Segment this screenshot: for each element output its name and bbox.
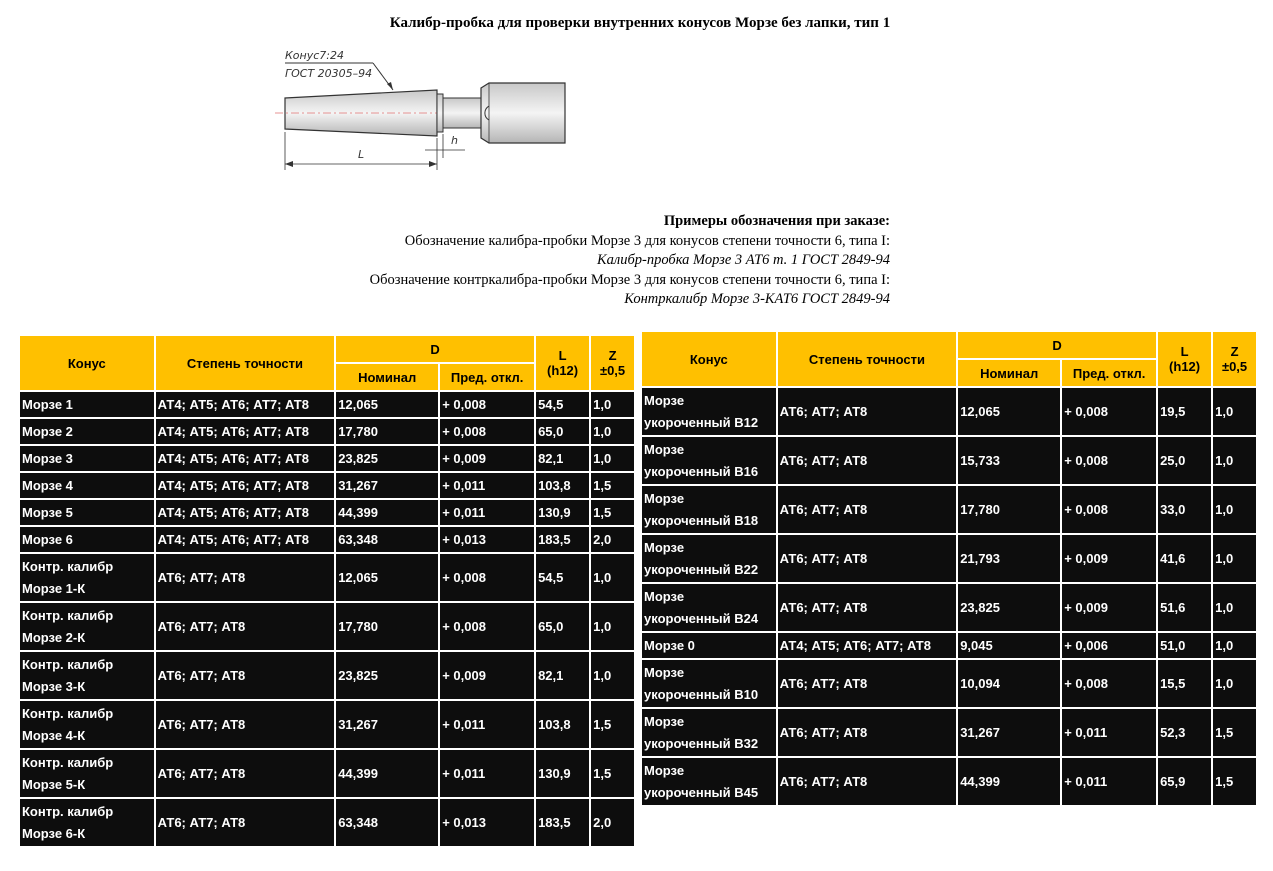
cell-nominal: 23,825 [336, 446, 438, 471]
cell-cone: Контр. калибр Морзе 6-К [20, 799, 154, 846]
cell-length: 183,5 [536, 799, 589, 846]
cell-cone: Контр. калибр Морзе 5-К [20, 750, 154, 797]
cell-z: 1,5 [591, 473, 634, 498]
cell-tolerance: + 0,011 [1062, 709, 1156, 756]
header-nominal: Номинал [336, 364, 438, 390]
cell-accuracy: АТ4; АТ5; АТ6; АТ7; АТ8 [156, 419, 335, 444]
cell-nominal: 31,267 [336, 701, 438, 748]
cell-z: 1,0 [1213, 486, 1256, 533]
cell-nominal: 17,780 [336, 603, 438, 650]
table-row [642, 388, 1256, 435]
table-row [642, 660, 1256, 707]
cell-cone: Контр. калибр Морзе 2-К [20, 603, 154, 650]
cell-z: 1,0 [591, 446, 634, 471]
cell-accuracy: АТ6; АТ7; АТ8 [156, 750, 335, 797]
cell-length: 33,0 [1158, 486, 1211, 533]
cell-cone: Контр. калибр Морзе 4-К [20, 701, 154, 748]
table-row [642, 535, 1256, 582]
header-cone: Конус [642, 332, 776, 386]
cell-z: 1,0 [591, 652, 634, 699]
cell-nominal: 23,825 [958, 584, 1060, 631]
cell-nominal: 44,399 [336, 500, 438, 525]
cell-nominal: 63,348 [336, 799, 438, 846]
cell-nominal: 31,267 [958, 709, 1060, 756]
page-title: Калибр-пробка для проверки внутренних конусов Морзе без лапки, тип 1 [389, 15, 891, 31]
cell-nominal: 44,399 [958, 758, 1060, 805]
header-z: Z ±0,5 [591, 336, 634, 390]
table-row [20, 652, 634, 699]
order-examples [370, 212, 890, 310]
cell-accuracy: АТ6; АТ7; АТ8 [778, 535, 957, 582]
cell-nominal: 10,094 [958, 660, 1060, 707]
cell-tolerance: + 0,013 [440, 799, 534, 846]
cell-accuracy: АТ6; АТ7; АТ8 [778, 584, 957, 631]
table-row [20, 603, 634, 650]
example-line-3: Обозначение контркалибра-пробки Морзе 3 для конусов степени точности 6, типа I: [369, 271, 890, 288]
cell-tolerance: + 0,009 [1062, 535, 1156, 582]
cell-tolerance: + 0,006 [1062, 633, 1156, 658]
cell-cone: Контр. калибр Морзе 1-К [20, 554, 154, 601]
cell-z: 1,5 [591, 750, 634, 797]
cell-length: 54,5 [536, 554, 589, 601]
cell-length: 51,0 [1158, 633, 1211, 658]
cell-length: 51,6 [1158, 584, 1211, 631]
table-row [20, 750, 634, 797]
dim-L-label: L [358, 148, 365, 161]
cell-tolerance: + 0,008 [1062, 437, 1156, 484]
table-row [20, 392, 634, 417]
cell-z: 1,0 [1213, 660, 1256, 707]
cell-accuracy: АТ4; АТ5; АТ6; АТ7; АТ8 [156, 527, 335, 552]
cell-nominal: 23,825 [336, 652, 438, 699]
cell-accuracy: АТ4; АТ5; АТ6; АТ7; АТ8 [778, 633, 957, 658]
cell-accuracy: АТ6; АТ7; АТ8 [156, 603, 335, 650]
cell-cone: Морзе укороченный В32 [642, 709, 776, 756]
cell-accuracy: АТ6; АТ7; АТ8 [156, 554, 335, 601]
cell-accuracy: АТ6; АТ7; АТ8 [778, 486, 957, 533]
header-d: D [958, 332, 1156, 358]
cell-tolerance: + 0,008 [1062, 486, 1156, 533]
cell-accuracy: АТ4; АТ5; АТ6; АТ7; АТ8 [156, 473, 335, 498]
cell-nominal: 44,399 [336, 750, 438, 797]
cell-nominal: 9,045 [958, 633, 1060, 658]
cell-nominal: 12,065 [336, 554, 438, 601]
examples-heading: Примеры обозначения при заказе: [663, 213, 890, 229]
table-row [20, 799, 634, 846]
header-d: D [336, 336, 534, 362]
cell-z: 1,5 [1213, 758, 1256, 805]
cell-tolerance: + 0,011 [440, 473, 534, 498]
header-l: L (h12) [1158, 332, 1211, 386]
cell-tolerance: + 0,009 [1062, 584, 1156, 631]
cell-tolerance: + 0,013 [440, 527, 534, 552]
table-row [20, 701, 634, 748]
cell-cone: Морзе 1 [20, 392, 154, 417]
cell-accuracy: АТ6; АТ7; АТ8 [778, 388, 957, 435]
cell-tolerance: + 0,011 [440, 750, 534, 797]
cell-length: 103,8 [536, 473, 589, 498]
cell-length: 41,6 [1158, 535, 1211, 582]
header-accuracy: Степень точности [778, 332, 957, 386]
cell-tolerance: + 0,008 [1062, 388, 1156, 435]
cell-z: 1,0 [591, 554, 634, 601]
cell-nominal: 17,780 [958, 486, 1060, 533]
cell-accuracy: АТ6; АТ7; АТ8 [156, 652, 335, 699]
cell-cone: Морзе укороченный В45 [642, 758, 776, 805]
cell-tolerance: + 0,011 [440, 500, 534, 525]
cell-accuracy: АТ4; АТ5; АТ6; АТ7; АТ8 [156, 500, 335, 525]
gauge-table-left [18, 334, 636, 848]
example-line-2: Калибр-пробка Морзе 3 АТ6 т. 1 ГОСТ 2849-94 [597, 252, 890, 268]
cell-tolerance: + 0,009 [440, 652, 534, 699]
cell-z: 1,0 [591, 419, 634, 444]
standard-label: ГОСТ 20305–94 [285, 67, 373, 80]
cell-accuracy: АТ4; АТ5; АТ6; АТ7; АТ8 [156, 392, 335, 417]
header-tolerance: Пред. откл. [1062, 360, 1156, 386]
cell-cone: Морзе 0 [642, 633, 776, 658]
cell-tolerance: + 0,011 [440, 701, 534, 748]
cell-accuracy: АТ6; АТ7; АТ8 [778, 709, 957, 756]
cell-cone: Морзе укороченный В18 [642, 486, 776, 533]
cell-cone: Морзе укороченный В10 [642, 660, 776, 707]
cell-z: 1,5 [1213, 709, 1256, 756]
cell-accuracy: АТ6; АТ7; АТ8 [778, 437, 957, 484]
cell-cone: Морзе 4 [20, 473, 154, 498]
cell-nominal: 12,065 [336, 392, 438, 417]
cell-accuracy: АТ6; АТ7; АТ8 [156, 701, 335, 748]
table-row [642, 584, 1256, 631]
cell-accuracy: АТ6; АТ7; АТ8 [778, 660, 957, 707]
taper-label: Конус7:24 [285, 49, 344, 62]
cell-z: 2,0 [591, 527, 634, 552]
table-row [20, 527, 634, 552]
cell-tolerance: + 0,008 [440, 419, 534, 444]
cell-z: 1,0 [1213, 535, 1256, 582]
example-line-4: Контркалибр Морзе 3-КАТ6 ГОСТ 2849-94 [624, 291, 890, 307]
cell-cone: Морзе укороченный В16 [642, 437, 776, 484]
table-row [642, 486, 1256, 533]
header-nominal: Номинал [958, 360, 1060, 386]
cell-nominal: 12,065 [958, 388, 1060, 435]
cell-nominal: 17,780 [336, 419, 438, 444]
example-line-1: Обозначение калибра-пробки Морзе 3 для конусов степени точности 6, типа I: [404, 232, 890, 249]
header-cone: Конус [20, 336, 154, 390]
cell-z: 1,5 [591, 500, 634, 525]
cell-z: 1,0 [1213, 437, 1256, 484]
cell-length: 19,5 [1158, 388, 1211, 435]
header-l: L (h12) [536, 336, 589, 390]
cell-z: 1,0 [591, 392, 634, 417]
gauge-drawing [265, 40, 585, 175]
cell-length: 52,3 [1158, 709, 1211, 756]
cell-length: 183,5 [536, 527, 589, 552]
cell-cone: Морзе 2 [20, 419, 154, 444]
cell-cone: Морзе 6 [20, 527, 154, 552]
cell-length: 130,9 [536, 750, 589, 797]
cell-accuracy: АТ4; АТ5; АТ6; АТ7; АТ8 [156, 446, 335, 471]
cell-cone: Контр. калибр Морзе 3-К [20, 652, 154, 699]
cell-length: 65,9 [1158, 758, 1211, 805]
cell-length: 103,8 [536, 701, 589, 748]
cell-nominal: 31,267 [336, 473, 438, 498]
table-row [642, 709, 1256, 756]
cell-cone: Морзе 5 [20, 500, 154, 525]
cell-length: 15,5 [1158, 660, 1211, 707]
dim-h-label: h [451, 134, 458, 147]
cell-z: 1,0 [591, 603, 634, 650]
cell-tolerance: + 0,008 [1062, 660, 1156, 707]
table-row [642, 437, 1256, 484]
table-row [642, 633, 1256, 658]
cell-length: 82,1 [536, 446, 589, 471]
cell-length: 65,0 [536, 603, 589, 650]
cell-length: 65,0 [536, 419, 589, 444]
cell-z: 1,0 [1213, 388, 1256, 435]
cell-length: 25,0 [1158, 437, 1211, 484]
table-row [20, 500, 634, 525]
table-row [20, 419, 634, 444]
table-row [20, 446, 634, 471]
table-row [20, 554, 634, 601]
cell-tolerance: + 0,008 [440, 554, 534, 601]
cell-nominal: 15,733 [958, 437, 1060, 484]
cell-cone: Морзе укороченный В12 [642, 388, 776, 435]
cell-cone: Морзе укороченный В22 [642, 535, 776, 582]
cell-length: 82,1 [536, 652, 589, 699]
header-tolerance: Пред. откл. [440, 364, 534, 390]
cell-tolerance: + 0,009 [440, 446, 534, 471]
cell-length: 130,9 [536, 500, 589, 525]
table-row [20, 473, 634, 498]
cell-cone: Морзе 3 [20, 446, 154, 471]
cell-accuracy: АТ6; АТ7; АТ8 [778, 758, 957, 805]
gauge-table-right [640, 330, 1258, 807]
cell-tolerance: + 0,008 [440, 603, 534, 650]
cell-tolerance: + 0,011 [1062, 758, 1156, 805]
cell-z: 1,5 [591, 701, 634, 748]
cell-length: 54,5 [536, 392, 589, 417]
cell-z: 1,0 [1213, 584, 1256, 631]
cell-nominal: 63,348 [336, 527, 438, 552]
cell-accuracy: АТ6; АТ7; АТ8 [156, 799, 335, 846]
cell-cone: Морзе укороченный В24 [642, 584, 776, 631]
cell-z: 1,0 [1213, 633, 1256, 658]
header-z: Z ±0,5 [1213, 332, 1256, 386]
cell-nominal: 21,793 [958, 535, 1060, 582]
cell-tolerance: + 0,008 [440, 392, 534, 417]
table-row [642, 758, 1256, 805]
cell-z: 2,0 [591, 799, 634, 846]
header-accuracy: Степень точности [156, 336, 335, 390]
